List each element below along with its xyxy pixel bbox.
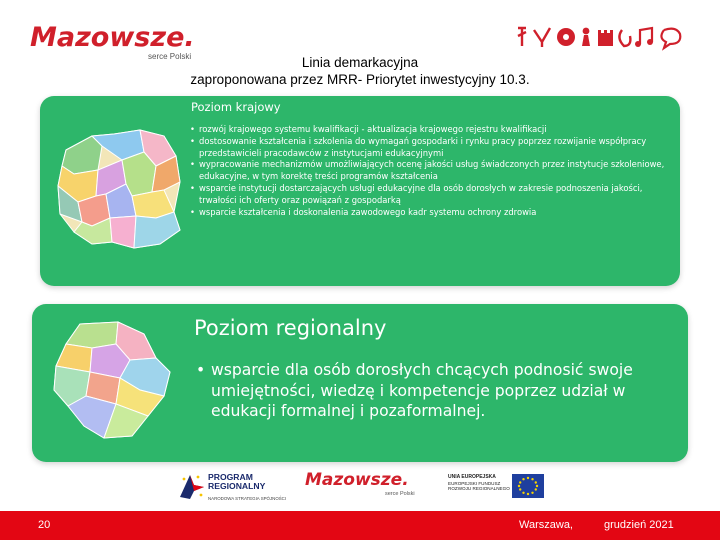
list-item: • wsparcie instytucji dostarczających usługi edukacyjne dla osób dorosłych w zakresie podnoszenia jakości, trwałości ich oferty oraz powiązań z gospodarką (190, 183, 676, 207)
music-note-icon (635, 28, 653, 47)
program-subtitle: NARODOWA STRATEGIA SPÓJNOŚCI (208, 496, 287, 501)
pawn-icon (582, 28, 590, 46)
eu-line-1: UNIA EUROPEJSKA (448, 474, 496, 480)
poland-map-icon (52, 126, 184, 252)
regional-level-list (196, 360, 676, 422)
eu-line-3: ROZWOJU REGIONALNEGO (448, 486, 510, 492)
logo-tagline: serce Polski (148, 52, 192, 61)
list-item: • wypracowanie mechanizmów umożliwiających ocenę jakości usług świadczonych przez instytucje szkoleniowe, edukacyjne, w tym korektę treści programów kształcenia (190, 159, 676, 183)
eu-line-2: EUROPEJSKI FUNDUSZ (448, 480, 501, 486)
national-level-heading: Poziom krajowy (191, 100, 281, 114)
program-name (208, 473, 265, 491)
national-level-list (190, 124, 676, 218)
title-line-2: zaproponowana przez MRR- Priorytet inwestycyjny 10.3. (190, 72, 530, 87)
pictogram-icons (512, 22, 692, 52)
footer-city: Warszawa, (519, 519, 573, 531)
program-line-1: PROGRAM (208, 472, 253, 482)
gear-icon (557, 28, 575, 46)
footer-bar (0, 511, 720, 540)
list-item: • wsparcie dla osób dorosłych chcących podnosić swoje umiejętności, wiedzę i kompetencje poprzez udział w edukacji formalnej i pozaformalnej. (196, 360, 676, 422)
mazovia-map-icon (46, 318, 176, 442)
regional-level-heading: Poziom regionalny (194, 316, 387, 340)
footer-date: grudzień 2021 (604, 519, 674, 531)
pictogram-row (512, 22, 692, 52)
bird-icon (534, 28, 550, 47)
tree-icon (518, 28, 526, 46)
mazowsze-footer-logo (305, 470, 425, 506)
program-star-icon (176, 471, 206, 501)
footer-logo-wordmark: Mazowsze. (305, 470, 409, 490)
list-item: • wsparcie kształcenia i doskonalenia zawodowego kadr systemu ochrony zdrowia (190, 207, 676, 219)
logo-wordmark: Mazowsze. (30, 22, 195, 53)
program-line-2: REGIONALNY (208, 481, 266, 492)
slide-title (140, 54, 580, 88)
title-line-1: Linia demarkacyjna (301, 55, 419, 70)
slide-number: 20 (38, 519, 51, 531)
bubble-icon (661, 29, 680, 48)
list-item: • dostosowanie kształcenia i szkolenia do wymagań gospodarki i rynku pracy poprzez rozwijanie współpracy przedstawicieli pracodawców z instytucjami edukacyjnymi (190, 136, 676, 160)
footer-logo-tagline: serce Polski (385, 491, 415, 497)
list-item: • rozwój krajowego systemu kwalifikacji - aktualizacja krajowego rejestru kwalifikacji (190, 124, 676, 136)
program-regionalny-logo (176, 471, 294, 503)
castle-icon (598, 30, 613, 46)
eu-text (448, 475, 510, 492)
face-icon (619, 30, 630, 46)
eu-logo (446, 474, 546, 504)
eu-flag-icon (512, 474, 544, 498)
